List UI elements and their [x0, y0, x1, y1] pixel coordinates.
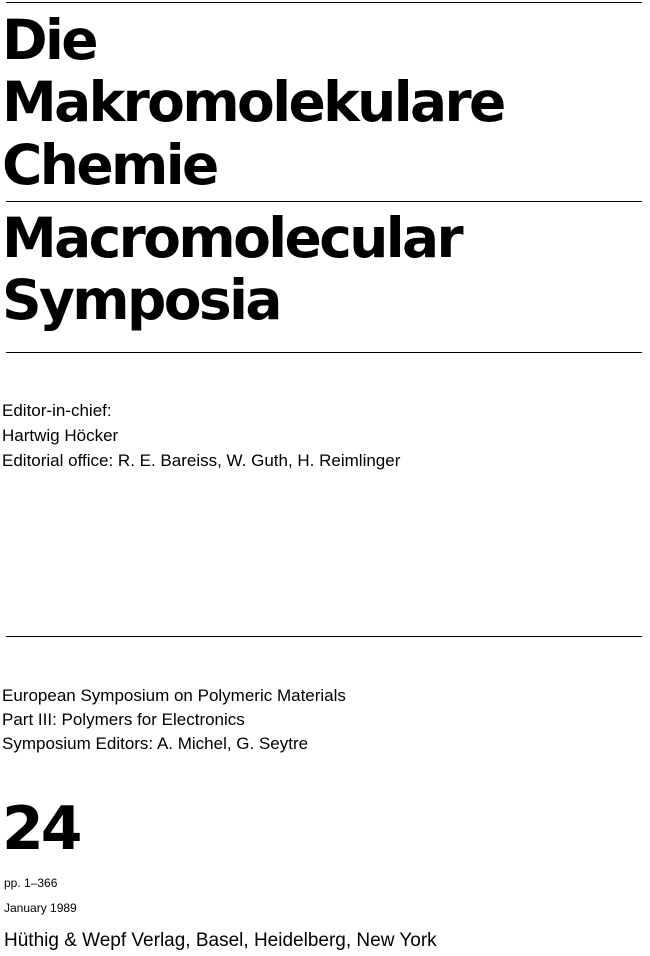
middle-rule — [6, 636, 642, 637]
title-divider-rule — [6, 201, 642, 202]
symposium-editors: Symposium Editors: A. Michel, G. Seytre — [2, 734, 309, 753]
title-line-chemie: Chemie — [2, 133, 217, 197]
title-line-macromolecular: Macromolecular — [2, 206, 462, 270]
editor-label: Editor-in-chief: — [2, 401, 112, 420]
editorial-office: Editorial office: R. E. Bareiss, W. Guth, H. Reimlinger — [2, 451, 401, 470]
publisher-line: Hüthig & Wepf Verlag, Basel, Heidelberg, New York — [4, 930, 437, 951]
editor-name: Hartwig Höcker — [2, 426, 119, 445]
title-line-makromolekulare: Makromolekulare — [2, 70, 504, 134]
title-bottom-rule — [6, 352, 642, 353]
volume-number: 24 — [2, 794, 80, 864]
symposium-name: European Symposium on Polymeric Materials — [2, 686, 346, 705]
top-rule — [6, 2, 642, 3]
issue-date: January 1989 — [4, 901, 77, 915]
symposium-part: Part III: Polymers for Electronics — [2, 710, 245, 729]
title-line-symposia: Symposia — [2, 268, 280, 332]
page-range: pp. 1–366 — [4, 876, 58, 890]
title-line-die: Die — [2, 8, 97, 72]
